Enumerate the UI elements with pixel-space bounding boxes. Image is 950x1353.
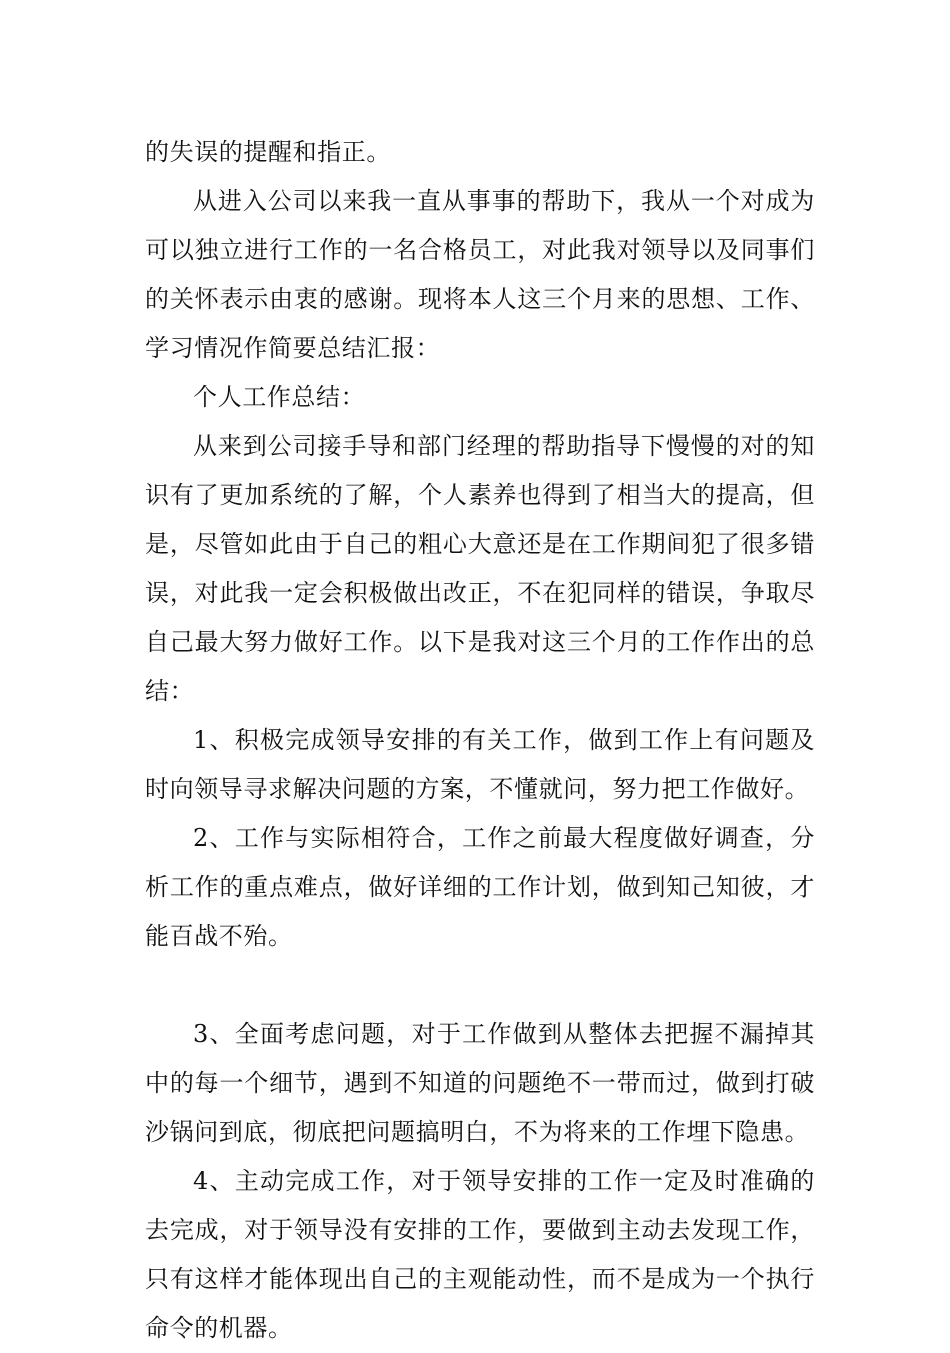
blank-line (145, 961, 815, 1010)
paragraph-continuation: 的失误的提醒和指正。 (145, 138, 391, 166)
paragraph-intro: 从进入公司以来我一直从事事的帮助下，我从一个对成为可以独立进行工作的一名合格员工，对此我对领导以及同事们的关怀表示由衷的感谢。现将本人这三个月来的思想、工作、学习情况作简要总结汇报： (145, 187, 815, 362)
list-item-4: 4、主动完成工作，对于领导安排的工作一定及时准确的去完成，对于领导没有安排的工作，要做到主动去发现工作，只有这样才能体现出自己的主观能动性，而不是成为一个执行命令的机器。 (145, 1167, 815, 1342)
document-body (145, 128, 815, 1353)
list-item-1: 1、积极完成领导安排的有关工作，做到工作上有问题及时向领导寻求解决问题的方案，不懂就问，努力把工作做好。 (145, 726, 815, 803)
list-item-3: 3、全面考虑问题，对于工作做到从整体去把握不漏掉其中的每一个细节，遇到不知道的问题绝不一带而过，做到打破沙锅问到底，彻底把问题搞明白，不为将来的工作埋下隐患。 (145, 1020, 815, 1146)
paragraph-summary: 从来到公司接手导和部门经理的帮助指导下慢慢的对的知识有了更加系统的了解，个人素养也得到了相当大的提高，但是，尽管如此由于自己的粗心大意还是在工作期间犯了很多错误，对此我一定会积极做出改正，不在犯同样的错误，争取尽自己最大努力做好工作。以下是我对这三个月的工作作出的总结： (145, 432, 815, 705)
list-item-2: 2、工作与实际相符合，工作之前最大程度做好调查，分析工作的重点难点，做好详细的工作计划，做到知己知彼，才能百战不殆。 (145, 824, 815, 950)
section-heading: 个人工作总结： (193, 383, 366, 411)
